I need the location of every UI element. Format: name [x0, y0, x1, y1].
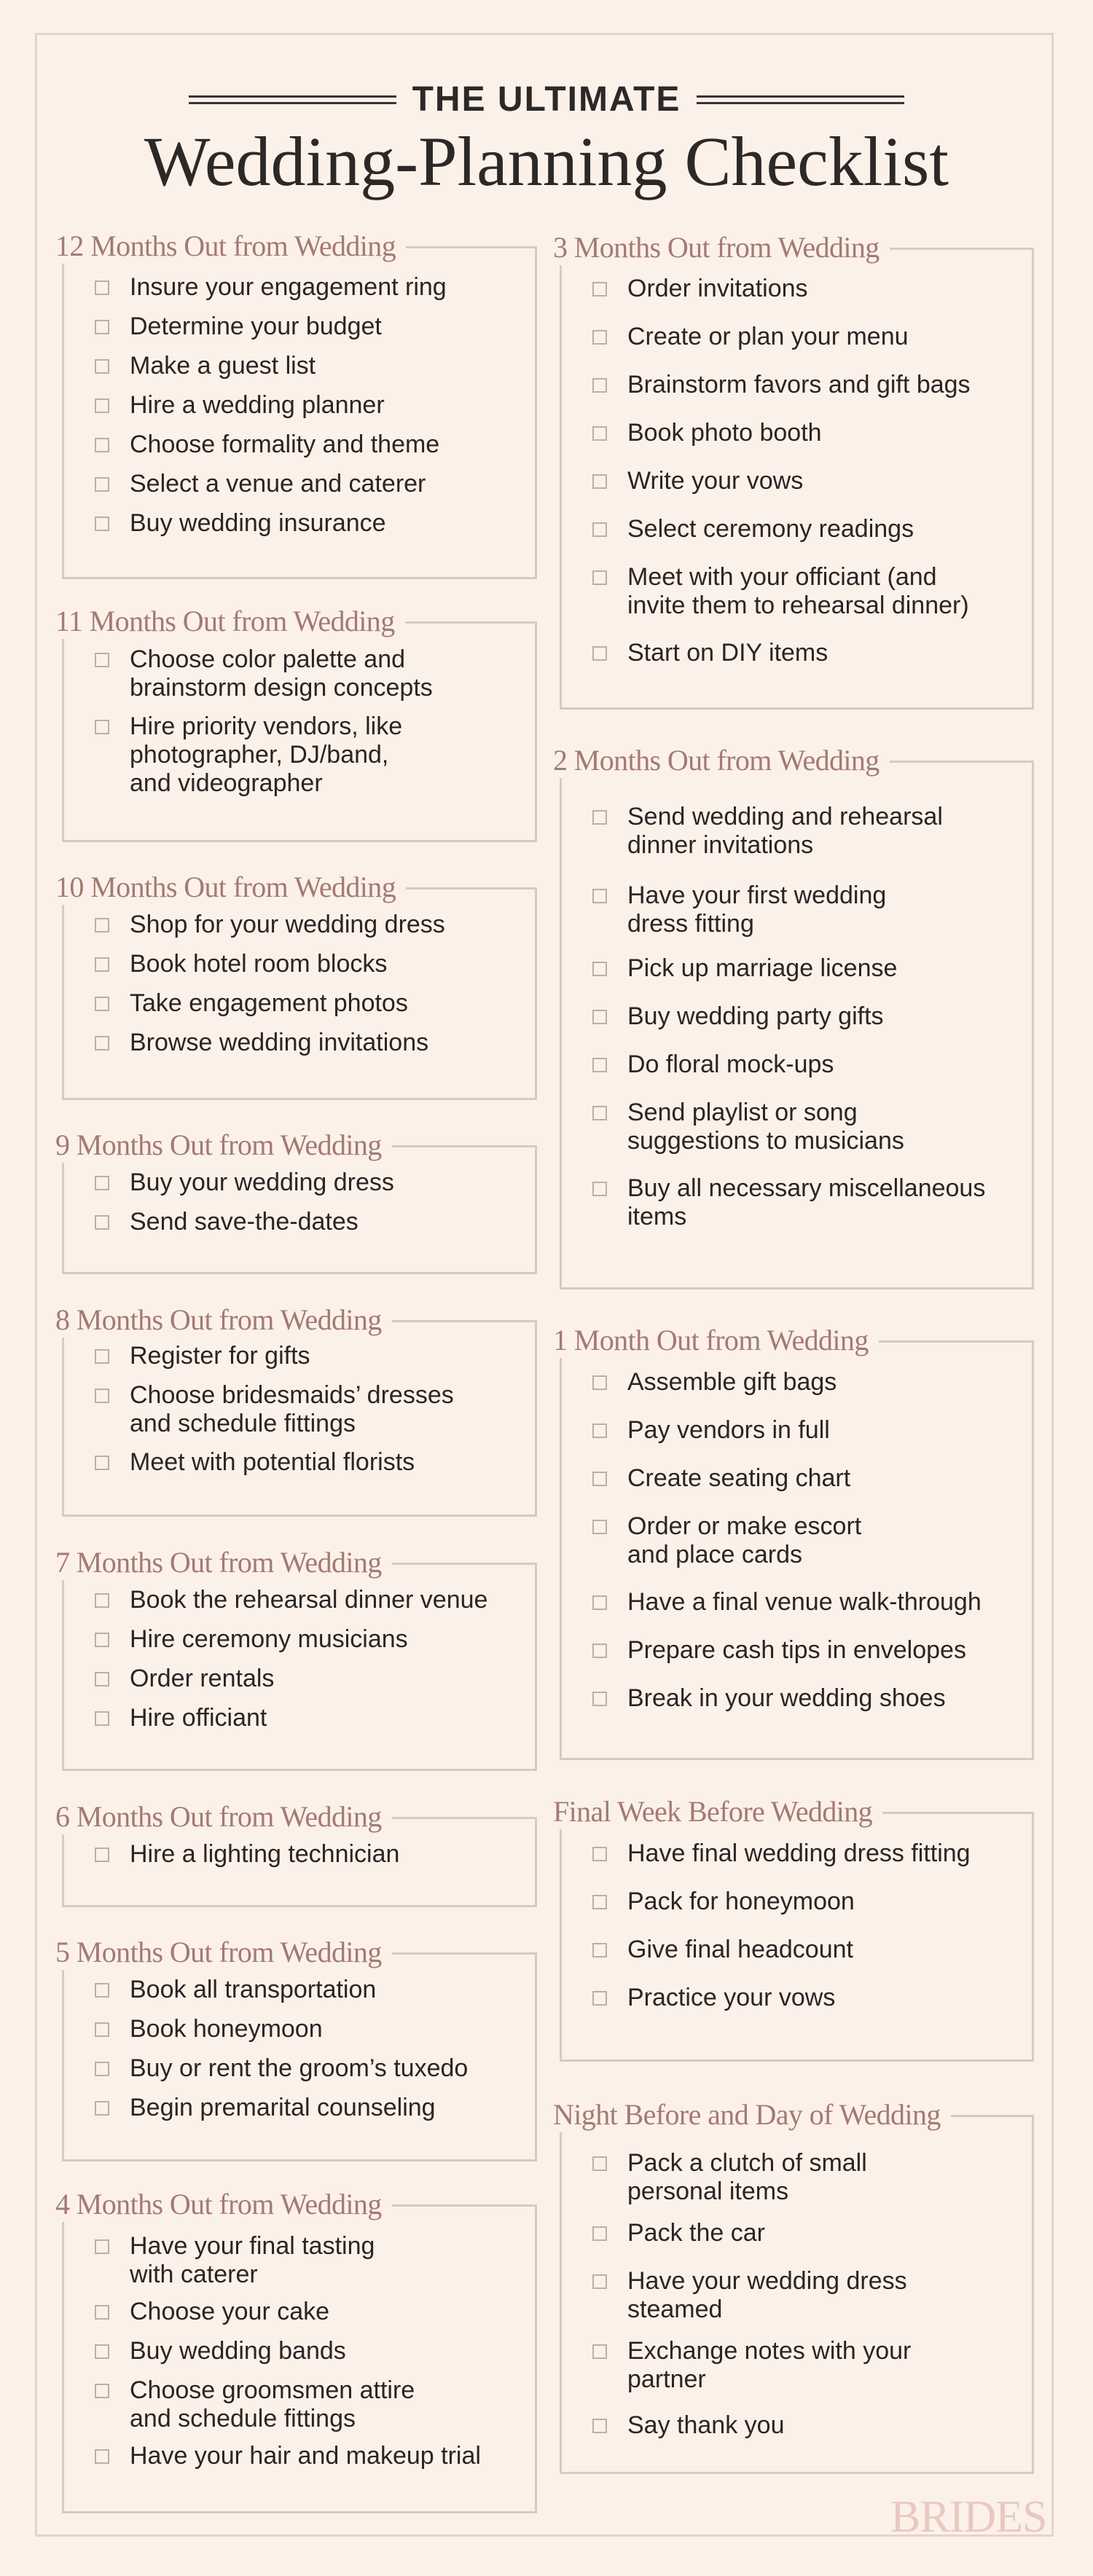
checklist-item-label: Hire ceremony musicians	[130, 1625, 408, 1653]
checkbox[interactable]	[592, 1895, 607, 1909]
checkbox[interactable]	[592, 1424, 607, 1438]
checkbox[interactable]	[95, 2101, 109, 2116]
checkbox[interactable]	[592, 474, 607, 489]
checklist-section	[55, 605, 537, 842]
checklist-item-label: Have your wedding dress steamed	[627, 2267, 907, 2323]
section-header	[553, 1794, 1034, 1829]
section-header	[55, 604, 537, 639]
checkbox[interactable]	[95, 1176, 109, 1190]
checklist-item-label: Create or plan your menu	[627, 323, 909, 350]
checklist-item	[592, 1416, 1025, 1445]
checklist-item-label: Hire a wedding planner	[130, 391, 385, 419]
section-title: 1 Month Out from Wedding	[553, 1323, 879, 1358]
checkbox[interactable]	[95, 2449, 109, 2464]
checkbox[interactable]	[95, 2239, 109, 2254]
section-title-rule	[392, 1952, 537, 1955]
checklist-item	[592, 467, 1025, 495]
section-header	[55, 1545, 537, 1580]
checklist-item-label: Pay vendors in full	[627, 1416, 830, 1444]
checklist-item	[95, 1625, 528, 1654]
section-title-rule	[951, 2115, 1034, 2117]
checklist-item	[592, 1002, 1025, 1031]
checklist-item-label: Insure your engagement ring	[130, 273, 447, 301]
checklist-item-label: Prepare cash tips in envelopes	[627, 1636, 966, 1664]
checklist-item	[592, 1512, 1025, 1569]
checklist-item-label: Book hotel room blocks	[130, 950, 388, 978]
checklist-item	[95, 1342, 528, 1370]
checkbox[interactable]	[95, 320, 109, 334]
checklist-item	[95, 313, 528, 341]
checklist-item-label: Send wedding and rehearsal dinner invitations	[627, 803, 943, 859]
checklist-item-label: Have a final venue walk-through	[627, 1588, 982, 1616]
checkbox[interactable]	[592, 282, 607, 297]
checklist-item-label: Buy wedding insurance	[130, 509, 386, 537]
checklist-item-label: Send save-the-dates	[130, 1208, 359, 1236]
section-header	[55, 1799, 537, 1834]
section-title: 9 Months Out from Wedding	[55, 1128, 392, 1163]
section-title-rule	[890, 761, 1034, 763]
checkbox[interactable]	[592, 1943, 607, 1957]
checklist-item-label: Assemble gift bags	[627, 1368, 837, 1396]
checklist-item-label: Pick up marriage license	[627, 954, 898, 982]
checkbox[interactable]	[592, 378, 607, 393]
checkbox[interactable]	[95, 2344, 109, 2359]
checklist-item-label: Register for gifts	[130, 1342, 310, 1370]
checklist-item	[95, 470, 528, 498]
checkbox[interactable]	[592, 1520, 607, 1534]
checklist-item-label: Order rentals	[130, 1665, 275, 1692]
checklist-item-label: Pack the car	[627, 2219, 765, 2247]
checklist-item	[592, 803, 1025, 860]
checklist-item	[95, 431, 528, 459]
checklist-item	[95, 2442, 528, 2470]
checklist-section	[55, 1936, 537, 2161]
checklist-item	[95, 1169, 528, 1197]
checklist-item-label: Have final wedding dress fitting	[627, 1839, 971, 1867]
checkbox[interactable]	[592, 1106, 607, 1120]
checklist-item-label: Create seating chart	[627, 1464, 851, 1492]
checklist-section	[55, 2188, 537, 2513]
checkbox[interactable]	[95, 1847, 109, 1862]
checklist-section	[553, 2098, 1034, 2474]
checklist-item-label: Order or make escort and place cards	[627, 1512, 862, 1568]
checklist-item-label: Make a guest list	[130, 352, 316, 380]
checklist-item	[592, 1936, 1025, 1964]
section-title-rule	[406, 246, 537, 248]
section-title-rule	[879, 1340, 1034, 1343]
checklist-item-label: Book honeymoon	[130, 2015, 323, 2043]
checkbox[interactable]	[592, 1644, 607, 1658]
checklist-item-label: Shop for your wedding dress	[130, 911, 445, 938]
checkbox[interactable]	[592, 570, 607, 585]
checklist-item	[95, 989, 528, 1018]
checklist-item-label: Send playlist or song suggestions to musicians	[627, 1099, 904, 1155]
checkbox[interactable]	[95, 517, 109, 531]
checklist-item	[592, 1174, 1025, 1231]
checklist-item-label: Break in your wedding shoes	[627, 1684, 946, 1712]
section-title-rule	[392, 1563, 537, 1565]
checkbox[interactable]	[95, 477, 109, 492]
checklist-item-label: Hire officiant	[130, 1704, 267, 1732]
checklist-item	[95, 2015, 528, 2043]
checkbox[interactable]	[592, 1010, 607, 1024]
checklist-item	[95, 1381, 528, 1438]
checkbox[interactable]	[592, 330, 607, 345]
checkbox[interactable]	[592, 1692, 607, 1706]
checkbox[interactable]	[592, 1847, 607, 1861]
checklist-item-label: Choose formality and theme	[130, 431, 440, 458]
section-title: 3 Months Out from Wedding	[553, 230, 890, 265]
checkbox[interactable]	[592, 1058, 607, 1072]
checkbox[interactable]	[592, 962, 607, 976]
checklist-item	[95, 1029, 528, 1057]
checklist-item-label: Begin premarital counseling	[130, 2094, 436, 2121]
checkbox[interactable]	[592, 2226, 607, 2241]
checklist-section	[55, 1800, 537, 1907]
section-title-rule	[882, 1812, 1034, 1814]
checklist-item	[592, 563, 1025, 620]
checkbox[interactable]	[592, 2274, 607, 2289]
checklist-item-label: Select a venue and caterer	[130, 470, 426, 498]
checklist-item-label: Browse wedding invitations	[130, 1029, 429, 1056]
checklist-item-label: Say thank you	[627, 2411, 785, 2439]
kicker-row	[0, 79, 1093, 121]
checklist-section	[55, 871, 537, 1100]
section-header	[55, 1935, 537, 1970]
section-title: 10 Months Out from Wedding	[55, 870, 406, 905]
checklist-item-label: Book photo booth	[627, 419, 822, 447]
checklist-item-label: Do floral mock-ups	[627, 1051, 834, 1078]
kicker: THE ULTIMATE	[412, 80, 681, 119]
checkbox[interactable]	[95, 1036, 109, 1051]
checkbox[interactable]	[95, 1593, 109, 1608]
section-title-rule	[392, 2204, 537, 2207]
brand-logo: BRIDES	[890, 2492, 1047, 2542]
checklist-item-label: Determine your budget	[130, 313, 382, 340]
checklist-item-label: Give final headcount	[627, 1936, 853, 1963]
checkbox[interactable]	[95, 1983, 109, 1998]
checklist-item	[95, 645, 528, 702]
checklist-item	[95, 509, 528, 538]
checklist-item	[95, 1448, 528, 1477]
checklist-item-label: Buy wedding bands	[130, 2337, 346, 2365]
section-title: 8 Months Out from Wedding	[55, 1303, 392, 1338]
checklist-item	[592, 1984, 1025, 2012]
checklist-item	[95, 1586, 528, 1614]
section-title: 5 Months Out from Wedding	[55, 1935, 392, 1970]
checkbox[interactable]	[95, 2384, 109, 2398]
section-title: Final Week Before Wedding	[553, 1794, 882, 1829]
checkbox[interactable]	[592, 2344, 607, 2359]
checkbox[interactable]	[95, 1672, 109, 1686]
section-title-rule	[392, 1817, 537, 1819]
checklist-section	[553, 1795, 1034, 2062]
checkbox[interactable]	[95, 2022, 109, 2037]
checklist-item	[95, 2232, 528, 2289]
section-header	[55, 229, 537, 264]
checklist-item	[592, 1888, 1025, 1916]
checkbox[interactable]	[95, 1215, 109, 1230]
section-title: Night Before and Day of Wedding	[553, 2097, 951, 2132]
checklist-item-label: Take engagement photos	[130, 989, 408, 1017]
checklist-item-label: Pack for honeymoon	[627, 1888, 855, 1915]
checklist-item-label: Buy your wedding dress	[130, 1169, 394, 1196]
checklist-item	[95, 911, 528, 939]
checklist-item	[592, 881, 1025, 938]
checklist-item	[592, 954, 1025, 983]
checkbox[interactable]	[95, 398, 109, 413]
checklist-item	[95, 1976, 528, 2004]
checklist-item	[592, 2337, 1025, 2394]
checkbox[interactable]	[592, 1375, 607, 1390]
checklist-item	[592, 419, 1025, 447]
checkbox[interactable]	[95, 438, 109, 452]
kicker-rule-right	[697, 95, 904, 104]
checklist-item	[95, 950, 528, 978]
checkbox[interactable]	[95, 653, 109, 667]
checklist-item-label: Practice your vows	[627, 1984, 836, 2011]
checklist-item	[592, 2267, 1025, 2324]
checklist-item	[592, 371, 1025, 399]
checklist-item	[95, 2054, 528, 2083]
checkbox[interactable]	[95, 1456, 109, 1470]
checklist-item-label: Buy all necessary miscellaneous items	[627, 1174, 986, 1230]
checklist-item	[592, 2149, 1025, 2206]
checkbox[interactable]	[95, 1389, 109, 1403]
section-title-rule	[405, 621, 537, 624]
checklist-item-label: Meet with potential florists	[130, 1448, 415, 1476]
checklist-item	[592, 1099, 1025, 1155]
section-title: 2 Months Out from Wedding	[553, 743, 890, 778]
section-title: 7 Months Out from Wedding	[55, 1545, 392, 1580]
checklist-item	[592, 1636, 1025, 1665]
checklist-item-label: Book all transportation	[130, 1976, 377, 2003]
checklist-item	[592, 275, 1025, 303]
page-header	[0, 79, 1093, 198]
checklist-item-label: Start on DIY items	[627, 639, 828, 667]
checkbox[interactable]	[95, 997, 109, 1011]
checkbox[interactable]	[592, 2156, 607, 2171]
checklist-item-label: Buy or rent the groom’s tuxedo	[130, 2054, 469, 2082]
section-header	[553, 230, 1034, 265]
section-title: 11 Months Out from Wedding	[55, 604, 405, 639]
checklist-section	[55, 1128, 537, 1274]
checkbox[interactable]	[592, 889, 607, 903]
checklist-item-label: Pack a clutch of small personal items	[627, 2149, 867, 2205]
checklist-section	[553, 1324, 1034, 1760]
checklist-item	[592, 323, 1025, 351]
checklist-item	[95, 2298, 528, 2326]
section-header	[553, 1323, 1034, 1358]
checklist-item	[95, 2337, 528, 2365]
kicker-rule-left	[189, 95, 396, 104]
section-header	[553, 2097, 1034, 2132]
checklist-item	[95, 1665, 528, 1693]
section-title: 12 Months Out from Wedding	[55, 229, 406, 264]
checkbox[interactable]	[95, 918, 109, 932]
checklist-section	[553, 231, 1034, 710]
checklist-item-label: Have your hair and makeup trial	[130, 2442, 481, 2470]
section-title-rule	[890, 248, 1034, 250]
section-title: 4 Months Out from Wedding	[55, 2187, 392, 2222]
checklist-item	[592, 1588, 1025, 1617]
checklist-item	[592, 2411, 1025, 2440]
checklist-item-label: Choose your cake	[130, 2298, 330, 2325]
checklist-item-label: Order invitations	[627, 275, 808, 302]
checkbox[interactable]	[592, 2419, 607, 2433]
checklist-item-label: Book the rehearsal dinner venue	[130, 1586, 488, 1614]
checklist-section	[55, 1303, 537, 1517]
checkbox[interactable]	[592, 1595, 607, 1610]
section-header	[55, 1128, 537, 1163]
checklist-section	[55, 1546, 537, 1771]
section-header	[553, 743, 1034, 778]
checklist-item-label: Choose color palette and brainstorm design concepts	[130, 645, 433, 702]
checklist-item-label: Select ceremony readings	[627, 515, 914, 543]
checklist-item	[592, 1051, 1025, 1079]
checklist-item	[95, 1704, 528, 1732]
checkbox[interactable]	[95, 1349, 109, 1364]
section-title: 6 Months Out from Wedding	[55, 1799, 392, 1834]
section-header	[55, 870, 537, 905]
checkbox[interactable]	[95, 280, 109, 295]
section-title-rule	[392, 1145, 537, 1147]
checklist-item	[95, 2094, 528, 2122]
checklist-item-label: Brainstorm favors and gift bags	[627, 371, 971, 398]
checkbox[interactable]	[592, 810, 607, 825]
checklist-item	[592, 1368, 1025, 1397]
checklist-item-label: Exchange notes with your partner	[627, 2337, 912, 2393]
checklist-item	[95, 1208, 528, 1236]
checklist-item-label: Choose bridesmaids’ dresses and schedule fittings	[130, 1381, 454, 1437]
checklist-section	[553, 744, 1034, 1289]
section-header	[55, 1303, 537, 1338]
checklist-item-label: Write your vows	[627, 467, 804, 495]
checklist-item	[592, 1684, 1025, 1713]
checklist-item	[592, 1839, 1025, 1868]
checklist-section	[55, 229, 537, 579]
checklist-item	[592, 639, 1025, 667]
checklist-item	[592, 2219, 1025, 2247]
checkbox[interactable]	[592, 522, 607, 537]
checkbox[interactable]	[95, 957, 109, 972]
section-header	[55, 2187, 537, 2222]
section-title-rule	[406, 887, 537, 890]
checkbox[interactable]	[592, 426, 607, 441]
checklist-item	[592, 515, 1025, 543]
checkbox[interactable]	[592, 1991, 607, 2006]
checkbox[interactable]	[95, 359, 109, 374]
checkbox[interactable]	[592, 1472, 607, 1486]
checkbox[interactable]	[95, 2062, 109, 2076]
checklist-item	[95, 1840, 528, 1869]
checkbox[interactable]	[95, 2305, 109, 2320]
checklist-item	[95, 391, 528, 420]
checklist-item	[592, 1464, 1025, 1493]
checklist-item-label: Choose groomsmen attire and schedule fittings	[130, 2376, 415, 2432]
checklist-item-label: Buy wedding party gifts	[627, 1002, 884, 1030]
checklist-item	[95, 273, 528, 302]
checklist-item-label: Meet with your officiant (and invite them to rehearsal dinner)	[627, 563, 969, 619]
checklist-item-label: Have your final tasting with caterer	[130, 2232, 375, 2288]
page-title: Wedding-Planning Checklist	[144, 122, 949, 200]
checklist-item-label: Hire priority vendors, like photographer, DJ/band, and videographer	[130, 712, 403, 797]
checkbox[interactable]	[95, 720, 109, 734]
checkbox[interactable]	[592, 646, 607, 661]
checkbox[interactable]	[592, 1182, 607, 1196]
checklist-item	[95, 2376, 528, 2433]
checkbox[interactable]	[95, 1633, 109, 1647]
checklist-item-label: Have your first wedding dress fitting	[627, 881, 887, 938]
section-title-rule	[392, 1320, 537, 1322]
checklist-item	[95, 712, 528, 798]
checklist-item	[95, 352, 528, 380]
checkbox[interactable]	[95, 1711, 109, 1726]
checklist-item-label: Hire a lighting technician	[130, 1840, 400, 1868]
